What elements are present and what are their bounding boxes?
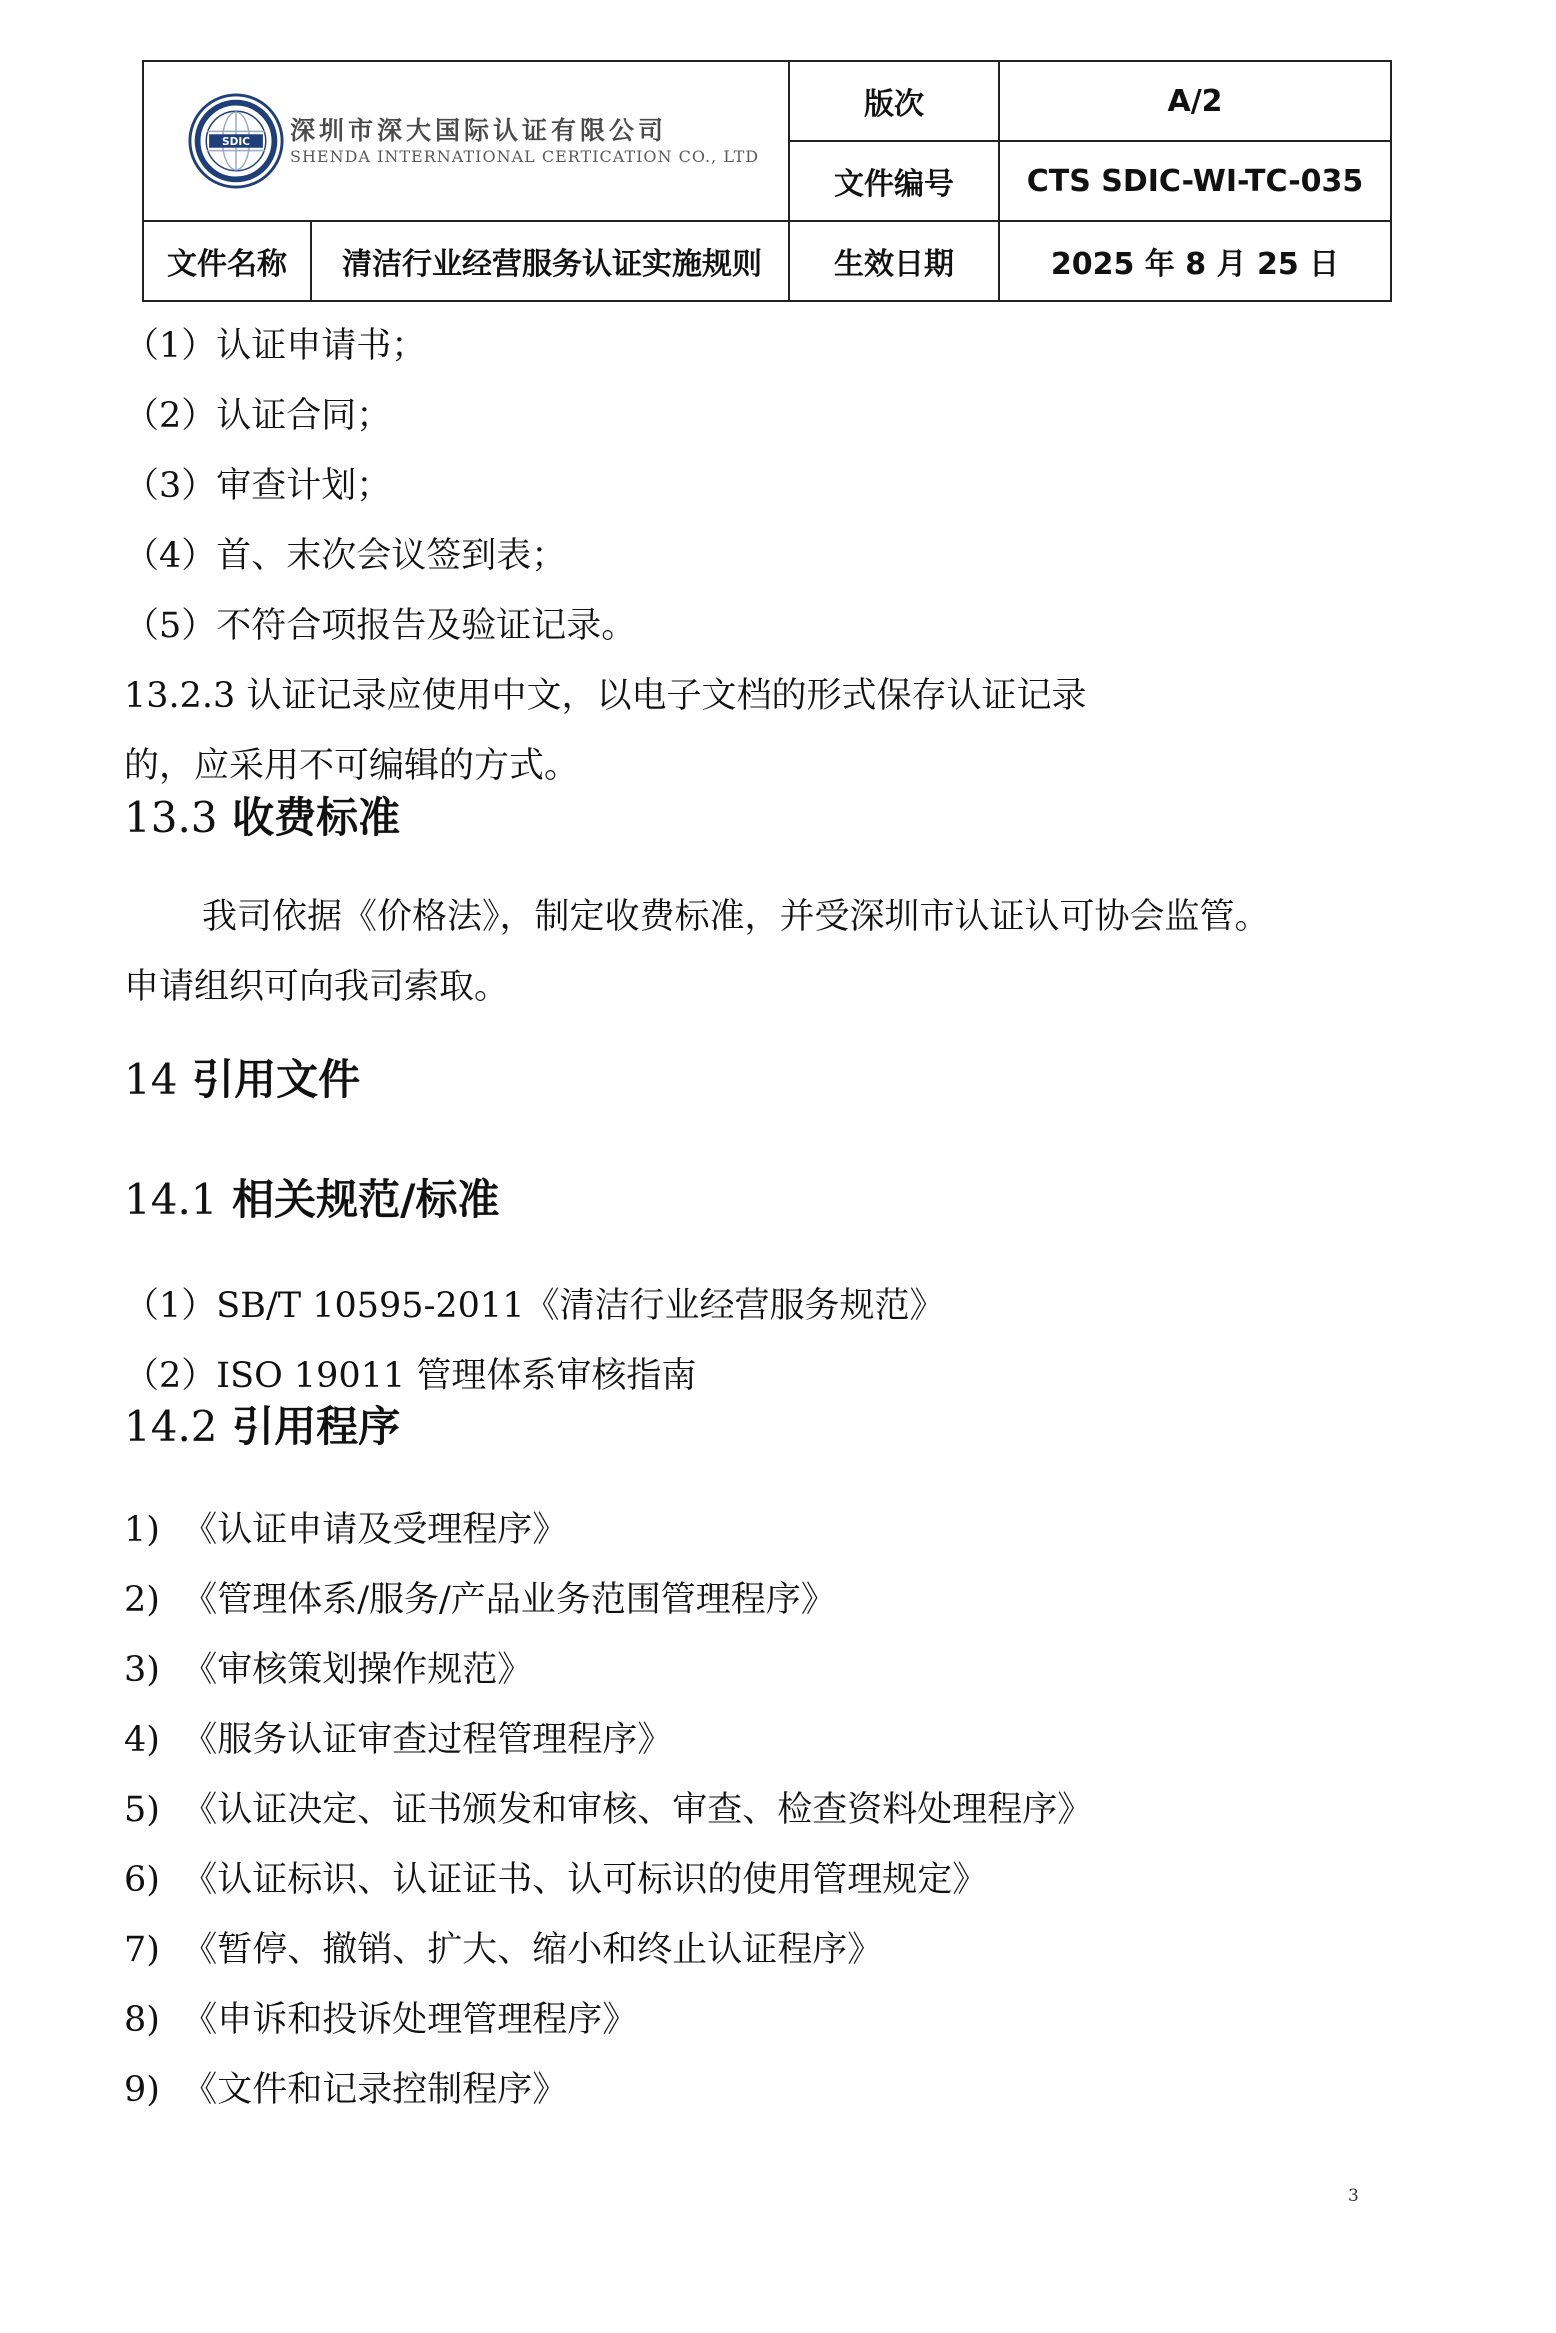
doc-name-value: 清洁行业经营服务认证实施规则 (311, 221, 789, 301)
section-14-1-heading: 14.1 相关规范/标准 (124, 1175, 500, 1224)
standard-item: （1）SB/T 10595-2011《清洁行业经营服务规范》 (124, 1286, 945, 1326)
page-number: 3 (1348, 2186, 1359, 2206)
clause-13-2-3-line2: 的，应采用不可编辑的方式。 (124, 746, 580, 786)
company-name-cn: 深圳市深大国际认证有限公司 (290, 116, 668, 146)
effective-date-label: 生效日期 (789, 221, 999, 301)
section-14-heading: 14 引用文件 (124, 1055, 361, 1104)
doc-number-label: 文件编号 (789, 141, 999, 221)
section-14-2-heading: 14.2 引用程序 (124, 1402, 401, 1451)
record-item: （5）不符合项报告及验证记录。 (124, 606, 637, 646)
standard-item: （2）ISO 19011 管理体系审核指南 (124, 1356, 697, 1396)
doc-number-value: CTS SDIC-WI-TC-035 (999, 141, 1391, 221)
record-item: （4）首、末次会议签到表； (124, 536, 567, 576)
procedure-item: 1) 《认证申请及受理程序》 (124, 1510, 568, 1550)
procedure-item: 6) 《认证标识、认证证书、认可标识的使用管理规定》 (124, 1860, 988, 1900)
procedure-item: 8) 《申诉和投诉处理管理程序》 (124, 2000, 638, 2040)
procedure-item: 3) 《审核策划操作规范》 (124, 1650, 533, 1690)
version-value: A/2 (999, 61, 1391, 141)
company-name-en: SHENDA INTERNATIONAL CERTICATION CO., LTD (290, 146, 760, 166)
procedure-item: 9) 《文件和记录控制程序》 (124, 2070, 568, 2110)
section-13-3-heading: 13.3 收费标准 (124, 793, 401, 842)
procedure-item: 4) 《服务认证审查过程管理程序》 (124, 1720, 673, 1760)
section-13-3-para-line2: 申请组织可向我司索取。 (124, 967, 510, 1007)
record-item: （2）认证合同； (124, 396, 392, 436)
company-logo-cell (143, 61, 789, 221)
record-item: （1）认证申请书； (124, 326, 427, 366)
svg-text:SDIC: SDIC (221, 135, 251, 148)
procedure-item: 5) 《认证决定、证书颁发和审核、审查、检查资料处理程序》 (124, 1790, 1093, 1830)
clause-13-2-3-line1: 13.2.3 认证记录应使用中文，以电子文档的形式保存认证记录 (124, 676, 1087, 716)
company-seal-icon (188, 93, 284, 189)
section-13-3-para-line1: 我司依据《价格法》，制定收费标准，并受深圳市认证认可协会监管。 (202, 897, 1270, 937)
record-item: （3）审查计划； (124, 466, 392, 506)
doc-name-label: 文件名称 (143, 221, 311, 301)
effective-date-value: 2025 年 8 月 25 日 (999, 221, 1391, 301)
procedure-item: 7) 《暂停、撤销、扩大、缩小和终止认证程序》 (124, 1930, 883, 1970)
document-header-table (142, 60, 1392, 302)
version-label: 版次 (789, 61, 999, 141)
procedure-item: 2) 《管理体系/服务/产品业务范围管理程序》 (124, 1580, 836, 1620)
